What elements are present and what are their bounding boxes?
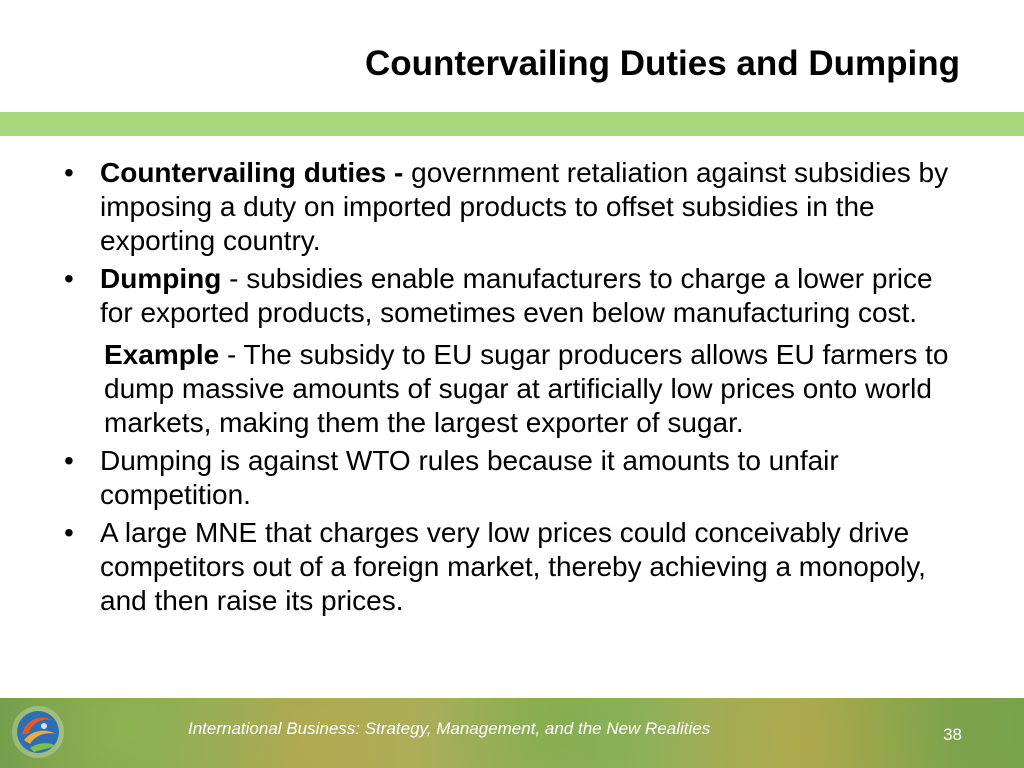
bullet-item-countervailing-duties [64,156,964,258]
footer-book-title: International Business: Strategy, Management, and the New Realities [188,719,711,738]
slide-content [64,156,964,622]
wto-rules-text: Dumping is against WTO rules because it amounts to unfair competition. [100,445,839,510]
slide-footer [0,698,1024,768]
header-accent-bar [0,112,1024,136]
definition-countervailing-duties: government retaliation against subsidies by imposing a duty on imported products to offset subsidies in the exporting country. [100,157,949,256]
bullet-icon: • [64,445,74,476]
bullet-icon: • [64,263,74,294]
term-dumping: Dumping [100,263,222,294]
bullet-item-wto-rules [64,444,964,512]
bullet-icon: • [64,157,74,188]
example-text: - The subsidy to EU sugar producers allows EU farmers to dump massive amounts of sugar at artificially low prices onto world markets, making them the largest exporter of sugar. [104,339,949,438]
bullet-item-mne-monopoly [64,516,964,618]
page-number: 38 [943,725,962,744]
bullet-icon: • [64,517,74,548]
term-countervailing-duties: Countervailing duties - [100,157,404,188]
globe-logo-icon [10,704,66,760]
definition-dumping: - subsidies enable manufacturers to charge a lower price for exported products, sometimes even below manufacturing cost. [100,263,933,328]
term-example: Example [104,339,220,370]
mne-monopoly-text: A large MNE that charges very low prices could conceivably drive competitors out of a foreign market, thereby achieving a monopoly, and then raise its prices. [100,517,926,616]
slide-title: Countervailing Duties and Dumping [364,44,960,83]
example-paragraph [64,338,964,440]
bullet-item-dumping [64,262,964,330]
